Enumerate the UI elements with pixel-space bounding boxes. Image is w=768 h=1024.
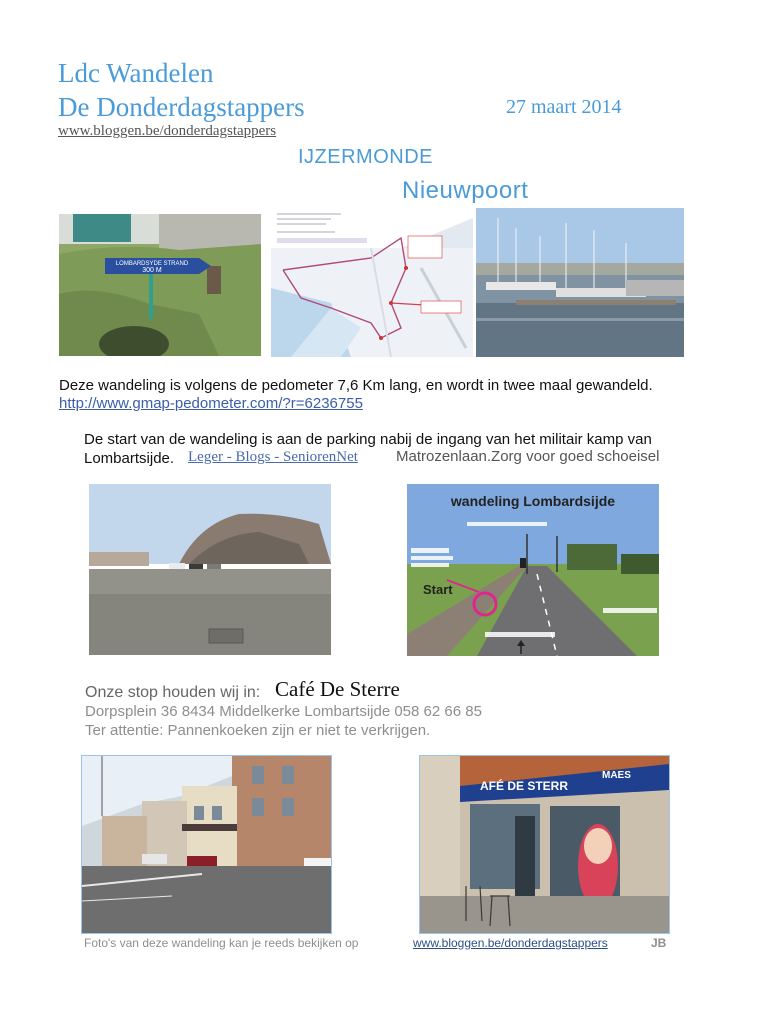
sign-text-1: LOMBARDSYDE STRAND: [115, 261, 189, 267]
cafe-address: Dorpsplein 36 8434 Middelkerke Lombartsijde 058 62 66 85: [85, 703, 482, 720]
seniorennet-link[interactable]: Leger - Blogs - SeniorenNet: [188, 449, 358, 465]
footer-link[interactable]: www.bloggen.be/donderdagstappers: [413, 936, 608, 950]
photo-harbour: [476, 208, 684, 357]
start-text: De start van de wandeling is aan de parking nabij de ingang van het militair kamp van: [84, 431, 652, 448]
cafe-name: Café De Sterre: [275, 677, 400, 701]
section-title: IJZERMONDE: [298, 146, 433, 168]
photo-street: [82, 756, 331, 933]
route-photo-title: wandeling Lombardsijde: [450, 493, 616, 509]
photo-parking: [89, 484, 331, 655]
route-map: [271, 208, 473, 357]
title-line2: De Donderdagstappers: [58, 92, 305, 122]
stop-label: Onze stop houden wij in:: [85, 684, 261, 701]
section-subtitle: Nieuwpoort: [402, 177, 529, 204]
cafe-sign-text: AFÉ DE STERR: [480, 779, 569, 793]
title-line1: Ldc Wandelen: [58, 58, 214, 88]
footer-text: Foto's van deze wandeling kan je reeds bekijken op: [84, 936, 359, 950]
date: 27 maart 2014: [506, 96, 622, 118]
footer-initials: JB: [651, 936, 667, 950]
start-extra: Matrozenlaan.Zorg voor goed schoeisel: [396, 448, 660, 465]
photo-signpost: [59, 214, 261, 356]
sign-text-2: 300 M: [142, 267, 162, 274]
cafe-note: Ter attentie: Pannenkoeken zijn er niet te verkrijgen.: [85, 722, 431, 739]
pedometer-link[interactable]: http://www.gmap-pedometer.com/?r=6236755: [59, 395, 363, 412]
photo-route-start: [407, 484, 659, 656]
photo-cafe: [420, 756, 669, 933]
cafe-brand: MAES: [602, 770, 631, 781]
blog-link[interactable]: www.bloggen.be/donderdagstappers: [58, 123, 277, 139]
route-photo-start: Start: [423, 582, 453, 597]
intro-text: Deze wandeling is volgens de pedometer 7,6 Km lang, en wordt in twee maal gewandeld.: [59, 377, 653, 394]
start-place: Lombartsijde.: [84, 450, 175, 467]
